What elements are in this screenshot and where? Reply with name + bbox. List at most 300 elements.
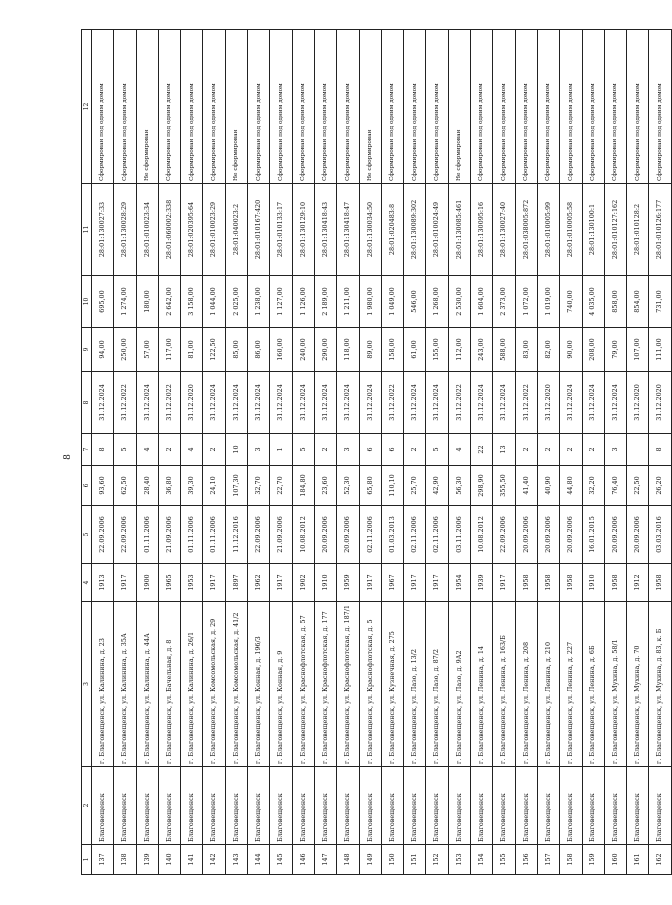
table-cell: Благовещенск — [136, 767, 158, 845]
rotated-page — [81, 30, 664, 875]
table-cell: 31.12.2022 — [114, 372, 136, 434]
table-cell: 21.09.2006 — [270, 506, 292, 564]
table-cell: 3 — [248, 434, 270, 466]
table-cell: 1910 — [314, 564, 336, 602]
table-cell: 2 189,00 — [314, 276, 336, 328]
table-cell: 28:01:060002:338 — [158, 184, 180, 276]
table-cell: 31.12.2024 — [136, 372, 158, 434]
table-cell: Сформирован под одним домом — [515, 30, 537, 184]
table-cell: 153 — [448, 845, 470, 875]
table-cell: 21.09.2006 — [158, 506, 180, 564]
table-cell: 2 — [537, 434, 559, 466]
header-cell: 3 — [82, 602, 92, 767]
table-cell: 28:01:010005:99 — [537, 184, 559, 276]
table-cell: 1917 — [404, 564, 426, 602]
table-cell: 112,00 — [448, 328, 470, 372]
table-cell: 22.09.2006 — [92, 506, 114, 564]
table-cell: 1 — [270, 434, 292, 466]
table-cell: 142 — [203, 845, 225, 875]
table-cell: 31.12.2024 — [604, 372, 626, 434]
table-cell: Благовещенск — [515, 767, 537, 845]
table-row — [582, 30, 604, 875]
table-cell: Сформирован под одним домом — [404, 30, 426, 184]
table-cell: 42,90 — [426, 466, 448, 506]
table-cell: 20.09.2006 — [560, 506, 582, 564]
table-row — [493, 30, 515, 875]
table-cell: Благовещенск — [292, 767, 314, 845]
table-cell: 5 — [292, 434, 314, 466]
table-cell: 118,00 — [337, 328, 359, 372]
table-cell: Не сформирован — [359, 30, 381, 184]
table-cell: 28:01:010023:29 — [203, 184, 225, 276]
table-cell: 25,70 — [404, 466, 426, 506]
table-cell: Благовещенск — [181, 767, 203, 845]
table-cell: 1958 — [649, 564, 671, 602]
table-cell: 1917 — [493, 564, 515, 602]
table-cell: 2 373,00 — [493, 276, 515, 328]
table-cell: г. Благовещенск, ул. Краснофлотская, д. 177 — [314, 602, 336, 767]
table-cell: 28:01:130100:1 — [582, 184, 604, 276]
table-cell: Сформирован под одним домом — [537, 30, 559, 184]
table-cell: Сформирован под одним домом — [649, 30, 671, 184]
table-cell: 22 — [471, 434, 493, 466]
table-cell: Сформирован под одним домом — [582, 30, 604, 184]
table-cell: 5 — [114, 434, 136, 466]
table-cell: г. Благовещенск, ул. Лазо, д. 13/2 — [404, 602, 426, 767]
table-cell: 44,80 — [560, 466, 582, 506]
table-cell: 156 — [515, 845, 537, 875]
table-cell: 122,50 — [203, 328, 225, 372]
table-cell: 52,30 — [337, 466, 359, 506]
table-cell: 28:01:130034:50 — [359, 184, 381, 276]
table-cell: 159 — [582, 845, 604, 875]
table-cell: 28:01:130089:302 — [404, 184, 426, 276]
table-cell: 28:01:130085:461 — [448, 184, 470, 276]
table-row — [92, 30, 114, 875]
table-cell: 1 127,00 — [270, 276, 292, 328]
table-cell: 28:01:010126:177 — [649, 184, 671, 276]
table-cell: 355,50 — [493, 466, 515, 506]
table-cell: Благовещенск — [270, 767, 292, 845]
table-cell: 184,80 — [292, 466, 314, 506]
table-cell: 16.01.2015 — [582, 506, 604, 564]
table-row — [248, 30, 270, 875]
table-cell: 208,00 — [582, 328, 604, 372]
table-cell: Сформирован под одним домом — [114, 30, 136, 184]
table-cell: 2 642,00 — [158, 276, 180, 328]
table-cell: 298,90 — [471, 466, 493, 506]
table-cell: 240,00 — [292, 328, 314, 372]
housing-table — [81, 29, 672, 875]
table-cell: 31.12.2022 — [158, 372, 180, 434]
table-cell: 731,00 — [649, 276, 671, 328]
table-cell: 31.12.2024 — [292, 372, 314, 434]
table-cell: Благовещенск — [627, 767, 649, 845]
table-cell: 158 — [560, 845, 582, 875]
table-cell: Сформирован под одним домом — [292, 30, 314, 184]
table-cell: 158,00 — [381, 328, 403, 372]
header-cell: 9 — [82, 328, 92, 372]
table-cell: 151 — [404, 845, 426, 875]
table-cell: 140 — [158, 845, 180, 875]
table-cell: Сформирован под одним домом — [158, 30, 180, 184]
table-cell: 20.09.2006 — [515, 506, 537, 564]
table-cell: 28:01:020483:8 — [381, 184, 403, 276]
table-row — [114, 30, 136, 875]
table-cell: 32,20 — [582, 466, 604, 506]
table-cell: 250,00 — [114, 328, 136, 372]
table-cell: Благовещенск — [359, 767, 381, 845]
table-cell: 141 — [181, 845, 203, 875]
table-cell: 10.08.2012 — [292, 506, 314, 564]
table-cell: 86,00 — [248, 328, 270, 372]
table-cell: Благовещенск — [381, 767, 403, 845]
table-cell: 1958 — [515, 564, 537, 602]
table-cell: 20.09.2006 — [604, 506, 626, 564]
table-cell: 22,70 — [270, 466, 292, 506]
table-cell: 1 019,00 — [537, 276, 559, 328]
table-cell: г. Благовещенск, ул. Конная, д. 196/3 — [248, 602, 270, 767]
table-cell: 3 — [337, 434, 359, 466]
table-cell: 79,00 — [604, 328, 626, 372]
table-cell: 31.12.2020 — [181, 372, 203, 434]
table-cell: Сформирован под одним домом — [248, 30, 270, 184]
table-cell: 81,00 — [181, 328, 203, 372]
table-cell: Сформирован под одним домом — [337, 30, 359, 184]
table-cell: г. Благовещенск, ул. Комсомольская, д. 29 — [203, 602, 225, 767]
table-cell: 155 — [493, 845, 515, 875]
table-cell: 01.11.2006 — [181, 506, 203, 564]
header-cell: 2 — [82, 767, 92, 845]
table-cell: 28:01:020395:64 — [181, 184, 203, 276]
table-cell: 22.09.2006 — [248, 506, 270, 564]
table-cell: г. Благовещенск, ул. Краснофлотская, д. 57 — [292, 602, 314, 767]
table-cell: 1912 — [627, 564, 649, 602]
table-cell: 22.09.2006 — [493, 506, 515, 564]
table-cell: 154 — [471, 845, 493, 875]
table-cell: 31.12.2024 — [92, 372, 114, 434]
table-cell: г. Благовещенск, ул. Калинина, д. 23 — [92, 602, 114, 767]
table-cell: 1 980,00 — [359, 276, 381, 328]
table-cell: 31.12.2024 — [270, 372, 292, 434]
table-cell: 110,10 — [381, 466, 403, 506]
table-cell: Благовещенск — [404, 767, 426, 845]
table-cell: 31.12.2024 — [426, 372, 448, 434]
table-cell: 1 238,00 — [248, 276, 270, 328]
table-cell: 56,30 — [448, 466, 470, 506]
table-cell: 155,00 — [426, 328, 448, 372]
table-cell: 01.03.2013 — [381, 506, 403, 564]
table-cell: 31.12.2024 — [560, 372, 582, 434]
table-cell: 02.11.2006 — [359, 506, 381, 564]
table-cell: 1 044,00 — [203, 276, 225, 328]
table-cell: 28:01:010023:34 — [136, 184, 158, 276]
table-cell — [627, 434, 649, 466]
table-cell: 31.12.2024 — [493, 372, 515, 434]
table-cell: 1 049,00 — [381, 276, 403, 328]
table-cell: 117,00 — [158, 328, 180, 372]
table-cell: г. Благовещенск, ул. Комсомольская, д. 41/2 — [225, 602, 247, 767]
table-cell: 28:01:010005:58 — [560, 184, 582, 276]
table-cell: Сформирован под одним домом — [493, 30, 515, 184]
table-cell: 57,00 — [136, 328, 158, 372]
table-row — [359, 30, 381, 875]
table-cell: 1965 — [158, 564, 180, 602]
table-row — [136, 30, 158, 875]
table-row — [158, 30, 180, 875]
table-cell: 28:01:130129:10 — [292, 184, 314, 276]
table-cell: г. Благовещенск, ул. Калинина, д. 35А — [114, 602, 136, 767]
table-cell: 1897 — [225, 564, 247, 602]
table-row — [270, 30, 292, 875]
table-row — [404, 30, 426, 875]
table-cell: 1 126,00 — [292, 276, 314, 328]
table-cell: 32,70 — [248, 466, 270, 506]
header-cell: 12 — [82, 30, 92, 184]
table-cell: 143 — [225, 845, 247, 875]
table-cell: 1954 — [448, 564, 470, 602]
table-cell: 02.11.2006 — [404, 506, 426, 564]
table-cell: 31.12.2024 — [248, 372, 270, 434]
table-row — [448, 30, 470, 875]
table-cell: 61,00 — [404, 328, 426, 372]
table-cell: 8 — [92, 434, 114, 466]
table-cell: 160,00 — [270, 328, 292, 372]
table-cell: 31.12.2020 — [649, 372, 671, 434]
table-cell: 28:01:130095:16 — [471, 184, 493, 276]
table-cell: Не сформирован — [136, 30, 158, 184]
table-cell: Благовещенск — [560, 767, 582, 845]
table-cell: Сформирован под одним домом — [270, 30, 292, 184]
table-cell: г. Благовещенск, ул. Краснофлотская, д. 187/1 — [337, 602, 359, 767]
table-cell: 4 — [448, 434, 470, 466]
table-cell: 6 — [359, 434, 381, 466]
table-cell: 01.11.2006 — [136, 506, 158, 564]
table-cell: 28:01:130027:40 — [493, 184, 515, 276]
table-cell: 2 — [203, 434, 225, 466]
table-cell: 3 — [604, 434, 626, 466]
table-cell: 31.12.2024 — [359, 372, 381, 434]
table-cell: 740,00 — [560, 276, 582, 328]
table-cell: 65,80 — [359, 466, 381, 506]
table-cell: 139 — [136, 845, 158, 875]
table-cell: Сформирован под одним домом — [381, 30, 403, 184]
table-row — [471, 30, 493, 875]
table-cell: г. Благовещенск, ул. Ленина, д. 163/Б — [493, 602, 515, 767]
page-number: 8 — [63, 454, 73, 460]
table-cell: Благовещенск — [448, 767, 470, 845]
table-cell: 858,00 — [604, 276, 626, 328]
table-cell: 1939 — [471, 564, 493, 602]
table-cell: 03.11.2006 — [448, 506, 470, 564]
table-cell: 83,00 — [515, 328, 537, 372]
table-row — [627, 30, 649, 875]
table-cell: г. Благовещенск, ул. Кузнечная, д. 275 — [381, 602, 403, 767]
table-cell: 854,00 — [627, 276, 649, 328]
table-cell: Сформирован под одним домом — [181, 30, 203, 184]
table-cell: г. Благовещенск, ул. Мухина, д. 83, к. Б — [649, 602, 671, 767]
table-cell: г. Благовещенск, ул. Ленина, д. 14 — [471, 602, 493, 767]
table-cell: г. Благовещенск, ул. Краснофлотская, д. 5 — [359, 602, 381, 767]
table-cell: 3 158,00 — [181, 276, 203, 328]
table-cell: 31.12.2020 — [627, 372, 649, 434]
table-cell: 162 — [649, 845, 671, 875]
table-row — [337, 30, 359, 875]
table-cell: 1917 — [359, 564, 381, 602]
table-row — [649, 30, 671, 875]
table-cell: 03.03.2016 — [649, 506, 671, 564]
table-cell: 28:01:038005:872 — [515, 184, 537, 276]
table-cell: Благовещенск — [537, 767, 559, 845]
table-cell: 147 — [314, 845, 336, 875]
table-cell: 157 — [537, 845, 559, 875]
table-cell: Благовещенск — [314, 767, 336, 845]
header-cell: 8 — [82, 372, 92, 434]
table-cell: 28,40 — [136, 466, 158, 506]
table-cell: 10.08.2012 — [471, 506, 493, 564]
table-cell: Благовещенск — [493, 767, 515, 845]
table-cell: г. Благовещенск, ул. Калинина, д. 26/1 — [181, 602, 203, 767]
table-cell: Не сформирован — [225, 30, 247, 184]
header-cell: 4 — [82, 564, 92, 602]
table-cell: 1910 — [582, 564, 604, 602]
table-cell: Благовещенск — [92, 767, 114, 845]
table-row — [604, 30, 626, 875]
table-cell: Сформирован под одним домом — [426, 30, 448, 184]
table-cell: 137 — [92, 845, 114, 875]
table-row — [381, 30, 403, 875]
table-row — [515, 30, 537, 875]
header-cell: 6 — [82, 466, 92, 506]
table-header-row — [82, 30, 92, 875]
table-cell: 28:01:130028:29 — [114, 184, 136, 276]
header-cell: 10 — [82, 276, 92, 328]
table-cell: г. Благовещенск, ул. Ленина, д. 208 — [515, 602, 537, 767]
table-cell: г. Благовещенск, ул. Лазо, д. 87/2 — [426, 602, 448, 767]
table-cell: 2 025,00 — [225, 276, 247, 328]
table-row — [537, 30, 559, 875]
table-cell: 1917 — [270, 564, 292, 602]
table-cell: 76,40 — [604, 466, 626, 506]
header-cell: 11 — [82, 184, 92, 276]
table-cell: 1902 — [292, 564, 314, 602]
table-cell: г. Благовещенск, ул. Калинина, д. 44А — [136, 602, 158, 767]
table-cell: 31.12.2024 — [314, 372, 336, 434]
table-cell: 107,30 — [225, 466, 247, 506]
table-cell: 28:01:010128:2 — [627, 184, 649, 276]
table-cell: Благовещенск — [114, 767, 136, 845]
table-cell: 28:01:130027:33 — [92, 184, 114, 276]
table-cell: 2 — [158, 434, 180, 466]
table-cell: 5 — [426, 434, 448, 466]
table-cell: Благовещенск — [337, 767, 359, 845]
table-cell: 23,60 — [314, 466, 336, 506]
table-cell: 31.12.2022 — [381, 372, 403, 434]
table-cell: Благовещенск — [582, 767, 604, 845]
table-cell: 39,30 — [181, 466, 203, 506]
table-cell: 138 — [114, 845, 136, 875]
table-cell: Благовещенск — [649, 767, 671, 845]
table-cell: 13 — [493, 434, 515, 466]
table-cell: 160 — [604, 845, 626, 875]
table-cell: 2 — [560, 434, 582, 466]
table-cell: 1917 — [114, 564, 136, 602]
table-cell: 90,00 — [560, 328, 582, 372]
table-cell: 1 274,00 — [114, 276, 136, 328]
table-cell: 1967 — [381, 564, 403, 602]
table-cell: 1917 — [426, 564, 448, 602]
table-cell: 28:01:130418:47 — [337, 184, 359, 276]
table-cell: 1917 — [203, 564, 225, 602]
table-cell: Благовещенск — [426, 767, 448, 845]
table-cell: Благовещенск — [225, 767, 247, 845]
table-cell: 107,00 — [627, 328, 649, 372]
table-cell: 31.12.2024 — [337, 372, 359, 434]
table-cell: г. Благовещенск, ул. Конная, д. 9 — [270, 602, 292, 767]
table-cell: 20.09.2006 — [314, 506, 336, 564]
table-cell: 82,00 — [537, 328, 559, 372]
table-cell: 2 — [515, 434, 537, 466]
table-cell: 4 — [181, 434, 203, 466]
table-cell: г. Благовещенск, ул. Ленина, д. 6Б — [582, 602, 604, 767]
table-cell: 2 530,00 — [448, 276, 470, 328]
table-cell: 1 211,00 — [337, 276, 359, 328]
table-cell: 4 — [136, 434, 158, 466]
table-body — [82, 30, 672, 875]
table-cell: Благовещенск — [248, 767, 270, 845]
table-cell: 2 — [314, 434, 336, 466]
table-row — [203, 30, 225, 875]
table-cell: г. Благовещенск, ул. Бачельная, д. 8 — [158, 602, 180, 767]
table-cell: 150 — [381, 845, 403, 875]
table-cell: 31.12.2022 — [515, 372, 537, 434]
table-row — [292, 30, 314, 875]
table-cell: 290,00 — [314, 328, 336, 372]
table-cell: 89,00 — [359, 328, 381, 372]
table-cell: 10 — [225, 434, 247, 466]
table-cell: 20.09.2006 — [337, 506, 359, 564]
table-cell: 40,90 — [537, 466, 559, 506]
table-cell: Не сформирован — [448, 30, 470, 184]
header-cell: 1 — [82, 845, 92, 875]
table-cell: 588,00 — [493, 328, 515, 372]
table-cell: 20.09.2006 — [627, 506, 649, 564]
table-cell: 1 268,00 — [426, 276, 448, 328]
table-cell: Благовещенск — [471, 767, 493, 845]
table-cell: 02.11.2006 — [426, 506, 448, 564]
table-cell: 695,00 — [92, 276, 114, 328]
table-cell: 41,40 — [515, 466, 537, 506]
table-cell: 2 — [404, 434, 426, 466]
table-cell: 1958 — [537, 564, 559, 602]
table-cell: Сформирован под одним домом — [560, 30, 582, 184]
table-cell: Сформирован под одним домом — [203, 30, 225, 184]
header-cell: 5 — [82, 506, 92, 564]
table-cell: 28:01:040023:2 — [225, 184, 247, 276]
table-cell: 152 — [426, 845, 448, 875]
table-cell: 28:01:010133:17 — [270, 184, 292, 276]
table-cell: 22,50 — [627, 466, 649, 506]
table-cell: 546,00 — [404, 276, 426, 328]
table-cell: 180,00 — [136, 276, 158, 328]
table-cell: 1913 — [92, 564, 114, 602]
table-cell: 28:01:010024:49 — [426, 184, 448, 276]
table-row — [560, 30, 582, 875]
table-cell: 1900 — [136, 564, 158, 602]
table-cell: г. Благовещенск, ул. Мухина, д. 70 — [627, 602, 649, 767]
table-cell: 11.12.2016 — [225, 506, 247, 564]
table-cell: Благовещенск — [203, 767, 225, 845]
